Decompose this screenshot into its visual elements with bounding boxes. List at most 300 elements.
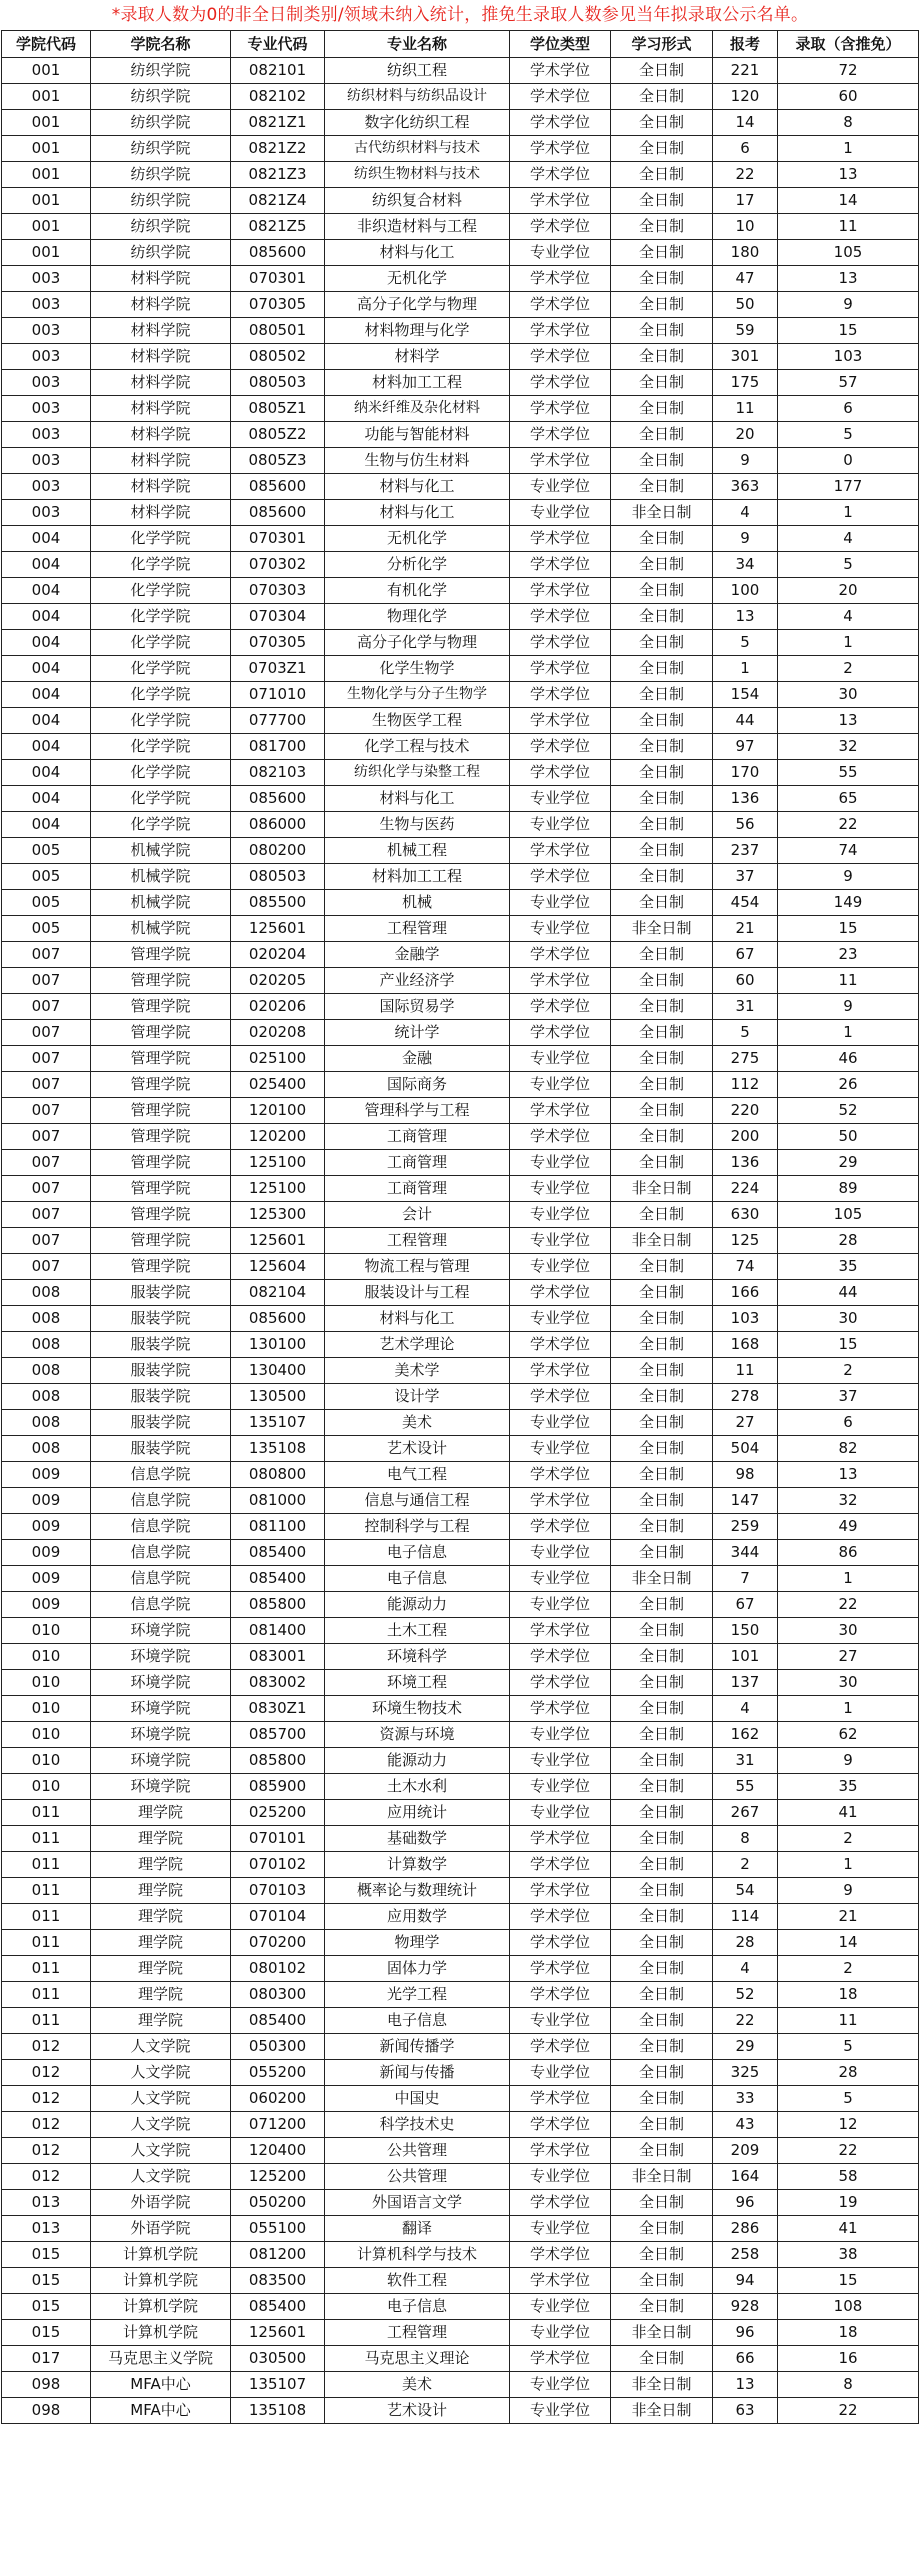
college-name-cell: 计算机学院 xyxy=(91,2320,231,2346)
table-row xyxy=(2,266,919,292)
major-code-cell: 070302 xyxy=(231,552,325,578)
header-degree-type: 学位类型 xyxy=(510,31,611,58)
table-row xyxy=(2,1774,919,1800)
major-name-cell: 非织造材料与工程 xyxy=(325,214,510,240)
college-code-cell: 003 xyxy=(2,448,91,474)
admitted-cell: 13 xyxy=(778,1462,919,1488)
admitted-cell: 9 xyxy=(778,994,919,1020)
major-code-cell: 085700 xyxy=(231,1722,325,1748)
degree-type-cell: 学术学位 xyxy=(510,1930,611,1956)
major-code-cell: 070305 xyxy=(231,630,325,656)
degree-type-cell: 学术学位 xyxy=(510,2034,611,2060)
study-mode-cell: 全日制 xyxy=(611,1072,713,1098)
college-name-cell: 服装学院 xyxy=(91,1332,231,1358)
study-mode-cell: 全日制 xyxy=(611,1774,713,1800)
college-code-cell: 001 xyxy=(2,162,91,188)
study-mode-cell: 全日制 xyxy=(611,84,713,110)
college-name-cell: 外语学院 xyxy=(91,2190,231,2216)
table-row xyxy=(2,1878,919,1904)
college-name-cell: 材料学院 xyxy=(91,292,231,318)
degree-type-cell: 学术学位 xyxy=(510,994,611,1020)
applicants-cell: 67 xyxy=(713,1592,778,1618)
major-name-cell: 计算机科学与技术 xyxy=(325,2242,510,2268)
applicants-cell: 101 xyxy=(713,1644,778,1670)
college-code-cell: 003 xyxy=(2,344,91,370)
applicants-cell: 6 xyxy=(713,136,778,162)
table-row xyxy=(2,1540,919,1566)
degree-type-cell: 专业学位 xyxy=(510,1176,611,1202)
college-code-cell: 012 xyxy=(2,2112,91,2138)
applicants-cell: 34 xyxy=(713,552,778,578)
college-code-cell: 003 xyxy=(2,318,91,344)
degree-type-cell: 学术学位 xyxy=(510,422,611,448)
major-code-cell: 0805Z2 xyxy=(231,422,325,448)
admitted-cell: 8 xyxy=(778,110,919,136)
admitted-cell: 5 xyxy=(778,2086,919,2112)
applicants-cell: 14 xyxy=(713,110,778,136)
admitted-cell: 28 xyxy=(778,1228,919,1254)
table-row xyxy=(2,136,919,162)
college-name-cell: 马克思主义学院 xyxy=(91,2346,231,2372)
admitted-cell: 27 xyxy=(778,1644,919,1670)
admitted-cell: 41 xyxy=(778,2216,919,2242)
degree-type-cell: 专业学位 xyxy=(510,786,611,812)
table-row xyxy=(2,1124,919,1150)
major-name-cell: 艺术设计 xyxy=(325,2398,510,2424)
major-name-cell: 马克思主义理论 xyxy=(325,2346,510,2372)
study-mode-cell: 全日制 xyxy=(611,1020,713,1046)
college-name-cell: 人文学院 xyxy=(91,2138,231,2164)
college-name-cell: 材料学院 xyxy=(91,370,231,396)
table-row xyxy=(2,890,919,916)
degree-type-cell: 学术学位 xyxy=(510,1826,611,1852)
major-name-cell: 古代纺织材料与技术 xyxy=(325,136,510,162)
admitted-cell: 23 xyxy=(778,942,919,968)
major-code-cell: 055200 xyxy=(231,2060,325,2086)
major-code-cell: 060200 xyxy=(231,2086,325,2112)
study-mode-cell: 全日制 xyxy=(611,1826,713,1852)
college-name-cell: 环境学院 xyxy=(91,1644,231,1670)
applicants-cell: 20 xyxy=(713,422,778,448)
college-code-cell: 004 xyxy=(2,630,91,656)
major-code-cell: 071200 xyxy=(231,2112,325,2138)
table-row xyxy=(2,2008,919,2034)
major-name-cell: 概率论与数理统计 xyxy=(325,1878,510,1904)
college-code-cell: 007 xyxy=(2,1124,91,1150)
degree-type-cell: 学术学位 xyxy=(510,266,611,292)
college-code-cell: 009 xyxy=(2,1566,91,1592)
study-mode-cell: 全日制 xyxy=(611,1306,713,1332)
major-name-cell: 材料与化工 xyxy=(325,474,510,500)
college-code-cell: 003 xyxy=(2,474,91,500)
table-row xyxy=(2,2060,919,2086)
college-name-cell: 管理学院 xyxy=(91,968,231,994)
college-name-cell: 化学学院 xyxy=(91,760,231,786)
admitted-cell: 60 xyxy=(778,84,919,110)
major-code-cell: 0805Z1 xyxy=(231,396,325,422)
admitted-cell: 29 xyxy=(778,1150,919,1176)
study-mode-cell: 全日制 xyxy=(611,1852,713,1878)
college-name-cell: 管理学院 xyxy=(91,1254,231,1280)
applicants-cell: 454 xyxy=(713,890,778,916)
degree-type-cell: 学术学位 xyxy=(510,1696,611,1722)
study-mode-cell: 全日制 xyxy=(611,266,713,292)
admitted-cell: 1 xyxy=(778,1020,919,1046)
applicants-cell: 9 xyxy=(713,448,778,474)
major-code-cell: 020206 xyxy=(231,994,325,1020)
table-row xyxy=(2,1436,919,1462)
study-mode-cell: 全日制 xyxy=(611,1670,713,1696)
major-code-cell: 135108 xyxy=(231,1436,325,1462)
table-row xyxy=(2,1020,919,1046)
major-name-cell: 材料学 xyxy=(325,344,510,370)
major-name-cell: 应用统计 xyxy=(325,1800,510,1826)
applicants-cell: 5 xyxy=(713,630,778,656)
study-mode-cell: 全日制 xyxy=(611,812,713,838)
study-mode-cell: 全日制 xyxy=(611,1202,713,1228)
major-name-cell: 服装设计与工程 xyxy=(325,1280,510,1306)
major-code-cell: 085600 xyxy=(231,474,325,500)
study-mode-cell: 全日制 xyxy=(611,1384,713,1410)
college-name-cell: 管理学院 xyxy=(91,1228,231,1254)
table-row xyxy=(2,2138,919,2164)
table-row xyxy=(2,396,919,422)
study-mode-cell: 全日制 xyxy=(611,110,713,136)
table-row xyxy=(2,1826,919,1852)
college-name-cell: 理学院 xyxy=(91,1826,231,1852)
major-name-cell: 高分子化学与物理 xyxy=(325,292,510,318)
degree-type-cell: 专业学位 xyxy=(510,240,611,266)
major-code-cell: 081200 xyxy=(231,2242,325,2268)
admitted-cell: 177 xyxy=(778,474,919,500)
degree-type-cell: 学术学位 xyxy=(510,1280,611,1306)
study-mode-cell: 全日制 xyxy=(611,1358,713,1384)
degree-type-cell: 专业学位 xyxy=(510,2164,611,2190)
college-name-cell: 管理学院 xyxy=(91,1072,231,1098)
major-name-cell: 国际贸易学 xyxy=(325,994,510,1020)
study-mode-cell: 全日制 xyxy=(611,838,713,864)
applicants-cell: 22 xyxy=(713,162,778,188)
study-mode-cell: 全日制 xyxy=(611,1618,713,1644)
applicants-cell: 74 xyxy=(713,1254,778,1280)
college-name-cell: 计算机学院 xyxy=(91,2294,231,2320)
major-code-cell: 120400 xyxy=(231,2138,325,2164)
study-mode-cell: 全日制 xyxy=(611,1878,713,1904)
study-mode-cell: 全日制 xyxy=(611,2268,713,2294)
applicants-cell: 31 xyxy=(713,994,778,1020)
college-code-cell: 098 xyxy=(2,2398,91,2424)
degree-type-cell: 专业学位 xyxy=(510,2216,611,2242)
major-name-cell: 电子信息 xyxy=(325,1566,510,1592)
admitted-cell: 13 xyxy=(778,162,919,188)
major-name-cell: 产业经济学 xyxy=(325,968,510,994)
college-code-cell: 004 xyxy=(2,578,91,604)
degree-type-cell: 专业学位 xyxy=(510,2008,611,2034)
degree-type-cell: 专业学位 xyxy=(510,916,611,942)
applicants-cell: 31 xyxy=(713,1748,778,1774)
major-name-cell: 机械 xyxy=(325,890,510,916)
study-mode-cell: 全日制 xyxy=(611,994,713,1020)
college-name-cell: MFA中心 xyxy=(91,2372,231,2398)
college-name-cell: 材料学院 xyxy=(91,344,231,370)
admitted-cell: 22 xyxy=(778,2398,919,2424)
college-name-cell: 材料学院 xyxy=(91,266,231,292)
college-code-cell: 003 xyxy=(2,396,91,422)
college-code-cell: 001 xyxy=(2,240,91,266)
college-name-cell: 材料学院 xyxy=(91,396,231,422)
admitted-cell: 1 xyxy=(778,1852,919,1878)
college-code-cell: 007 xyxy=(2,1176,91,1202)
college-name-cell: 化学学院 xyxy=(91,604,231,630)
degree-type-cell: 专业学位 xyxy=(510,1202,611,1228)
table-row xyxy=(2,1956,919,1982)
degree-type-cell: 学术学位 xyxy=(510,1670,611,1696)
table-row xyxy=(2,734,919,760)
college-name-cell: MFA中心 xyxy=(91,2398,231,2424)
admitted-cell: 103 xyxy=(778,344,919,370)
degree-type-cell: 专业学位 xyxy=(510,890,611,916)
admitted-cell: 89 xyxy=(778,1176,919,1202)
table-row xyxy=(2,812,919,838)
applicants-cell: 96 xyxy=(713,2190,778,2216)
college-name-cell: 材料学院 xyxy=(91,474,231,500)
study-mode-cell: 全日制 xyxy=(611,942,713,968)
admitted-cell: 35 xyxy=(778,1774,919,1800)
study-mode-cell: 全日制 xyxy=(611,2346,713,2372)
major-name-cell: 信息与通信工程 xyxy=(325,1488,510,1514)
college-code-cell: 004 xyxy=(2,760,91,786)
college-code-cell: 001 xyxy=(2,188,91,214)
applicants-cell: 50 xyxy=(713,292,778,318)
table-row xyxy=(2,942,919,968)
college-name-cell: 信息学院 xyxy=(91,1488,231,1514)
admitted-cell: 5 xyxy=(778,422,919,448)
major-name-cell: 设计学 xyxy=(325,1384,510,1410)
applicants-cell: 66 xyxy=(713,2346,778,2372)
major-code-cell: 025100 xyxy=(231,1046,325,1072)
study-mode-cell: 全日制 xyxy=(611,344,713,370)
admitted-cell: 2 xyxy=(778,1358,919,1384)
admitted-cell: 108 xyxy=(778,2294,919,2320)
college-name-cell: 材料学院 xyxy=(91,422,231,448)
table-row xyxy=(2,708,919,734)
study-mode-cell: 非全日制 xyxy=(611,2398,713,2424)
admitted-cell: 2 xyxy=(778,1956,919,1982)
college-code-cell: 011 xyxy=(2,2008,91,2034)
study-mode-cell: 全日制 xyxy=(611,552,713,578)
table-row xyxy=(2,162,919,188)
study-mode-cell: 全日制 xyxy=(611,2190,713,2216)
major-code-cell: 0830Z1 xyxy=(231,1696,325,1722)
table-row xyxy=(2,1358,919,1384)
study-mode-cell: 全日制 xyxy=(611,1332,713,1358)
study-mode-cell: 全日制 xyxy=(611,318,713,344)
college-code-cell: 007 xyxy=(2,1072,91,1098)
admitted-cell: 30 xyxy=(778,1618,919,1644)
applicants-cell: 63 xyxy=(713,2398,778,2424)
college-code-cell: 005 xyxy=(2,838,91,864)
degree-type-cell: 学术学位 xyxy=(510,188,611,214)
admitted-cell: 13 xyxy=(778,266,919,292)
degree-type-cell: 学术学位 xyxy=(510,2268,611,2294)
college-name-cell: 服装学院 xyxy=(91,1436,231,1462)
major-name-cell: 计算数学 xyxy=(325,1852,510,1878)
applicants-cell: 59 xyxy=(713,318,778,344)
major-code-cell: 125100 xyxy=(231,1150,325,1176)
study-mode-cell: 全日制 xyxy=(611,890,713,916)
degree-type-cell: 学术学位 xyxy=(510,1098,611,1124)
college-code-cell: 005 xyxy=(2,916,91,942)
table-row xyxy=(2,110,919,136)
college-name-cell: 管理学院 xyxy=(91,1176,231,1202)
college-name-cell: 化学学院 xyxy=(91,526,231,552)
college-code-cell: 008 xyxy=(2,1410,91,1436)
major-name-cell: 材料与化工 xyxy=(325,500,510,526)
major-name-cell: 工商管理 xyxy=(325,1150,510,1176)
major-name-cell: 纺织生物材料与技术 xyxy=(325,162,510,188)
major-code-cell: 080102 xyxy=(231,1956,325,1982)
admitted-cell: 62 xyxy=(778,1722,919,1748)
applicants-cell: 27 xyxy=(713,1410,778,1436)
degree-type-cell: 学术学位 xyxy=(510,578,611,604)
college-code-cell: 007 xyxy=(2,1046,91,1072)
applicants-cell: 96 xyxy=(713,2320,778,2346)
degree-type-cell: 学术学位 xyxy=(510,370,611,396)
college-code-cell: 003 xyxy=(2,266,91,292)
applicants-cell: 114 xyxy=(713,1904,778,1930)
college-code-cell: 005 xyxy=(2,864,91,890)
major-code-cell: 077700 xyxy=(231,708,325,734)
study-mode-cell: 全日制 xyxy=(611,630,713,656)
study-mode-cell: 全日制 xyxy=(611,2138,713,2164)
college-code-cell: 003 xyxy=(2,422,91,448)
college-name-cell: 计算机学院 xyxy=(91,2242,231,2268)
degree-type-cell: 专业学位 xyxy=(510,2320,611,2346)
applicants-cell: 154 xyxy=(713,682,778,708)
table-header-row xyxy=(2,31,919,58)
degree-type-cell: 学术学位 xyxy=(510,292,611,318)
college-code-cell: 007 xyxy=(2,1020,91,1046)
college-name-cell: 信息学院 xyxy=(91,1566,231,1592)
table-row xyxy=(2,1410,919,1436)
admitted-cell: 32 xyxy=(778,734,919,760)
major-code-cell: 055100 xyxy=(231,2216,325,2242)
college-name-cell: 理学院 xyxy=(91,1956,231,1982)
admitted-cell: 57 xyxy=(778,370,919,396)
admitted-cell: 149 xyxy=(778,890,919,916)
study-mode-cell: 全日制 xyxy=(611,2008,713,2034)
table-row xyxy=(2,1280,919,1306)
major-code-cell: 083002 xyxy=(231,1670,325,1696)
header-college-code: 学院代码 xyxy=(2,31,91,58)
table-row xyxy=(2,552,919,578)
college-code-cell: 015 xyxy=(2,2268,91,2294)
table-row xyxy=(2,1046,919,1072)
major-name-cell: 土木工程 xyxy=(325,1618,510,1644)
applicants-cell: 175 xyxy=(713,370,778,396)
college-name-cell: 理学院 xyxy=(91,1800,231,1826)
study-mode-cell: 全日制 xyxy=(611,734,713,760)
admitted-cell: 1 xyxy=(778,500,919,526)
major-name-cell: 应用数学 xyxy=(325,1904,510,1930)
applicants-cell: 267 xyxy=(713,1800,778,1826)
degree-type-cell: 学术学位 xyxy=(510,1124,611,1150)
major-name-cell: 纺织工程 xyxy=(325,58,510,84)
major-code-cell: 070101 xyxy=(231,1826,325,1852)
college-code-cell: 007 xyxy=(2,1098,91,1124)
college-name-cell: 理学院 xyxy=(91,1852,231,1878)
major-name-cell: 基础数学 xyxy=(325,1826,510,1852)
degree-type-cell: 学术学位 xyxy=(510,2086,611,2112)
admitted-cell: 4 xyxy=(778,604,919,630)
table-row xyxy=(2,188,919,214)
degree-type-cell: 学术学位 xyxy=(510,214,611,240)
table-row xyxy=(2,1722,919,1748)
applicants-cell: 67 xyxy=(713,942,778,968)
table-row xyxy=(2,1930,919,1956)
major-name-cell: 土木水利 xyxy=(325,1774,510,1800)
table-row xyxy=(2,2320,919,2346)
degree-type-cell: 专业学位 xyxy=(510,1410,611,1436)
applicants-cell: 259 xyxy=(713,1514,778,1540)
admitted-cell: 26 xyxy=(778,1072,919,1098)
college-code-cell: 013 xyxy=(2,2190,91,2216)
degree-type-cell: 学术学位 xyxy=(510,1878,611,1904)
major-code-cell: 125601 xyxy=(231,1228,325,1254)
college-name-cell: 化学学院 xyxy=(91,578,231,604)
college-name-cell: 纺织学院 xyxy=(91,162,231,188)
college-code-cell: 010 xyxy=(2,1670,91,1696)
degree-type-cell: 学术学位 xyxy=(510,1982,611,2008)
degree-type-cell: 专业学位 xyxy=(510,812,611,838)
table-row xyxy=(2,2372,919,2398)
admitted-cell: 1 xyxy=(778,1696,919,1722)
study-mode-cell: 全日制 xyxy=(611,2086,713,2112)
degree-type-cell: 学术学位 xyxy=(510,1644,611,1670)
study-mode-cell: 全日制 xyxy=(611,396,713,422)
applicants-cell: 363 xyxy=(713,474,778,500)
major-code-cell: 082103 xyxy=(231,760,325,786)
table-row xyxy=(2,240,919,266)
college-name-cell: 信息学院 xyxy=(91,1462,231,1488)
applicants-cell: 1 xyxy=(713,656,778,682)
study-mode-cell: 全日制 xyxy=(611,578,713,604)
major-name-cell: 公共管理 xyxy=(325,2164,510,2190)
degree-type-cell: 学术学位 xyxy=(510,526,611,552)
admitted-cell: 41 xyxy=(778,1800,919,1826)
degree-type-cell: 专业学位 xyxy=(510,2294,611,2320)
major-code-cell: 080503 xyxy=(231,370,325,396)
admitted-cell: 86 xyxy=(778,1540,919,1566)
applicants-cell: 120 xyxy=(713,84,778,110)
college-name-cell: 环境学院 xyxy=(91,1748,231,1774)
table-row xyxy=(2,760,919,786)
study-mode-cell: 全日制 xyxy=(611,656,713,682)
major-name-cell: 机械工程 xyxy=(325,838,510,864)
admitted-cell: 21 xyxy=(778,1904,919,1930)
degree-type-cell: 学术学位 xyxy=(510,682,611,708)
admitted-cell: 30 xyxy=(778,682,919,708)
study-mode-cell: 全日制 xyxy=(611,1644,713,1670)
major-name-cell: 生物化学与分子生物学 xyxy=(325,682,510,708)
major-name-cell: 资源与环境 xyxy=(325,1722,510,1748)
study-mode-cell: 全日制 xyxy=(611,162,713,188)
table-body xyxy=(2,58,919,2424)
table-row xyxy=(2,1618,919,1644)
college-code-cell: 011 xyxy=(2,1878,91,1904)
college-name-cell: 机械学院 xyxy=(91,864,231,890)
applicants-cell: 136 xyxy=(713,786,778,812)
